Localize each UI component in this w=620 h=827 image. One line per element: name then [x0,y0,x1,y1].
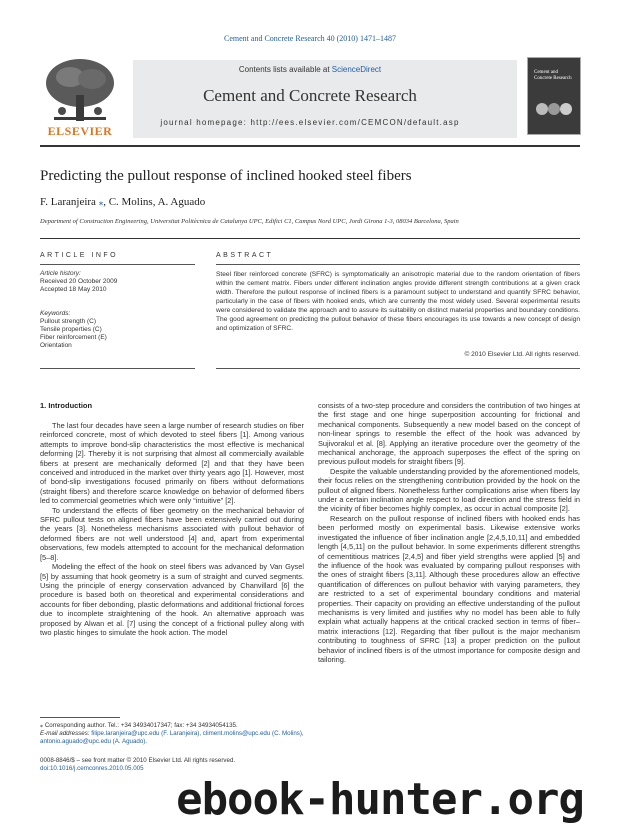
body-paragraph: The last four decades have seen a large number of research studies on fiber reinforced concrete, most of which devoted to steel fibers [1]. Among various attempts to improve bond-slip characteristics the most effective is mechanical deforming [2]. Thereby it is not surprising that almost all commercially available fibers at present are mechanically deformed [2] and that they have been conceived and introduced in the market over thirty years ago [1]. However, most of bond-slip investigations focused primarily on fibers without deformations (straight fibers) and therefore scarce knowledge on behavior of deformed fibers led to commercial geometries which were only “intuitive” [2]. [40,421,304,506]
keywords-block [40,310,195,350]
body-column-right [318,401,580,664]
header-rule [40,145,580,147]
abstract-rule [216,264,580,265]
keywords-label: Keywords: [40,310,71,317]
keyword: Pullout strength (C) [40,318,96,325]
body-paragraph: Research on the pullout response of inclined fibers with hooked ends has been performed mostly on experimental basis. Likewise extensive works investigated the influence of fiber inclination angle [2,4,5,10,11] and embedded length [4,5,11] on the pullout behavior. In some experiments different strengths of cementitious matrices [2,4,5] and fiber yield strengths were applied [5] and the influence of the hook was evaluated by comparing pullout responses with the ones of straight fibers [3,11]. Although these procedures allow an effective quantification of differences on pullout behavior with varying parameters, they are restricted to a set of experimental boundary conditions and material properties. Their capacity on providing an effective understanding of the pullout mechanisms is very limited and justifies why no model has been able to fully explain what actually happens at the critical cracked section in terms of fiber–matrix interactions [12]. Regarding that fiber pullout is the major mechanism contributing to toughness of SFRC [13] a proper prediction on the pullout behavior of inclined fibers is of the utmost importance for composite design and tailoring. [318,513,580,664]
doi-link[interactable]: doi:10.1016/j.cemconres.2010.05.005 [40,765,144,772]
watermark: ebook-hunter.org [140,772,620,827]
affiliation: Department of Construction Engineering, Universitat Politècnica de Catalunya UPC, Edifici C1, Campus Nord UPC, Jordi Girona 1-3, 08034 Barcelona, Spain [40,218,459,225]
abstract-text: Steel fiber reinforced concrete (SFRC) is symptomatically an anisotropic material due to the random orientation of fibers within the cement matrix. Fibers under different inclination angles provide different strength contributions at a given crack width. Therefore the pullout response of inclined fibers is a paramount subject to understand and quantify SFRC behavior, particularly in the case of fibers with hooked ends, which are currently the most widely used. Several experimental results were considered to validate the approach and to assure its suitability on distinct material properties and boundary conditions. The good agreement on predicting the pullout behavior of these fibers encourages its use towards a new concept of design and optimization of SFRC. [216,271,580,332]
keyword: Fiber reinforcement (E) [40,334,107,341]
issn-line: 0008-8846/$ – see front matter © 2010 Elsevier Ltd. All rights reserved. [40,757,236,764]
body-paragraph: consists of a two-step procedure and considers the contribution of two hinges at the first stage and one hinge superposition accounting for frictional and mechanical components. Subsequently a new model based on the concept of non-linear springs to resemble the effect of the hook was advanced by Sujivorakul et al. [8]. Applying an iterative procedure over the geometry of the mechanical anchorage, the approach superposes the effect of the spring on previous pullout models for straight fibers [9]. [318,401,580,467]
keyword: Orientation [40,342,72,349]
author-first[interactable]: F. Laranjeira [40,196,99,208]
article-info-heading: ARTICLE INFO [40,252,119,259]
footnote-rule [40,717,120,718]
body-paragraph: Despite the valuable understanding provided by the aforementioned models, their focus relies on the strengthening contribution provided by the hook on the pullout of aligned fibers. Nonetheless further complications arise when fibers lay under a certain inclination angle respect to load direction and the stress field in the vicinity of fiber becomes highly complex, as occur in actual composite [2]. [318,466,580,514]
author-list [40,196,580,208]
homepage-prefix: journal homepage: [160,118,251,127]
title-rule [40,238,580,239]
abstract-heading: ABSTRACT [216,252,274,259]
journal-cover-thumbnail[interactable] [527,57,581,135]
email-label: E-mail addresses: [40,730,90,737]
journal-reference[interactable]: Cement and Concrete Research 40 (2010) 1471–1487 [224,34,396,43]
article-history [40,270,195,294]
corresponding-author-note: ⁎ Corresponding author. Tel.: +34 34934017347; fax: +34 34934054135. [40,722,238,729]
history-label: Article history: [40,270,81,277]
sciencedirect-link[interactable]: ScienceDirect [331,65,382,74]
cover-image-icon [534,98,574,120]
corresponding-author-marker[interactable]: ⁎ [98,197,104,207]
publication-info [40,757,304,773]
article-info-rule [40,264,195,265]
body-paragraph: Modeling the effect of the hook on steel fibers was advanced by Van Gysel [5] by assuming that hook geometry is a sum of straight and curved segments. Using the principle of energy conservation advanced by Chanvillard [6] the procedure is based both on theoretical and experimental considerations and accounts for fiber debonding, plastic deformations and additional frictional forces due to incomplete straightening of the hook. An alternative approach was proposed by Alwan et al. [7] using the concept of a frictional pulley along with two plastic hinges to simulate the hook action. The model [40,562,304,637]
journal-homepage [130,118,490,127]
contents-prefix: Contents lists available at [238,65,332,74]
article-title: Predicting the pullout response of inclined hooked steel fibers [40,168,412,184]
abstract-bottom-rule [216,368,580,369]
abstract-copyright: © 2010 Elsevier Ltd. All rights reserved. [464,351,580,358]
footnote [40,722,304,746]
email-addresses[interactable]: filipe.laranjeira@upc.edu (F. Laranjeira), climent.molins@upc.edu (C. Molins), antonio.aguado@upc.edu (A. Aguado). [40,730,304,745]
keyword: Tensile properties (C) [40,326,102,333]
article-info-bottom-rule [40,368,195,369]
body-column-left [40,421,304,637]
accepted-date: Accepted 18 May 2010 [40,286,107,293]
cover-title: Cement and Concrete Research [534,70,572,81]
author-rest[interactable]: , C. Molins, A. Aguado [103,196,206,208]
section-heading: 1. Introduction [40,401,93,410]
contents-line [150,65,470,74]
journal-name: Cement and Concrete Research [203,86,417,105]
received-date: Received 20 October 2009 [40,278,118,285]
elsevier-wordmark: ELSEVIER [47,124,113,138]
body-paragraph: To understand the effects of fiber geometry on the mechanical behavior of SFRC pullout tests on aligned fibers have been extensively carried out during the years [3]. Nonetheless mechanisms associated with pullout behavior of deformed fibers are not well understood [4] and, apart from experimental observations, few models attempted to account for the mechanical deformation [5–8]. [40,505,304,562]
homepage-url[interactable]: http://ees.elsevier.com/CEMCON/default.asp [250,118,460,127]
